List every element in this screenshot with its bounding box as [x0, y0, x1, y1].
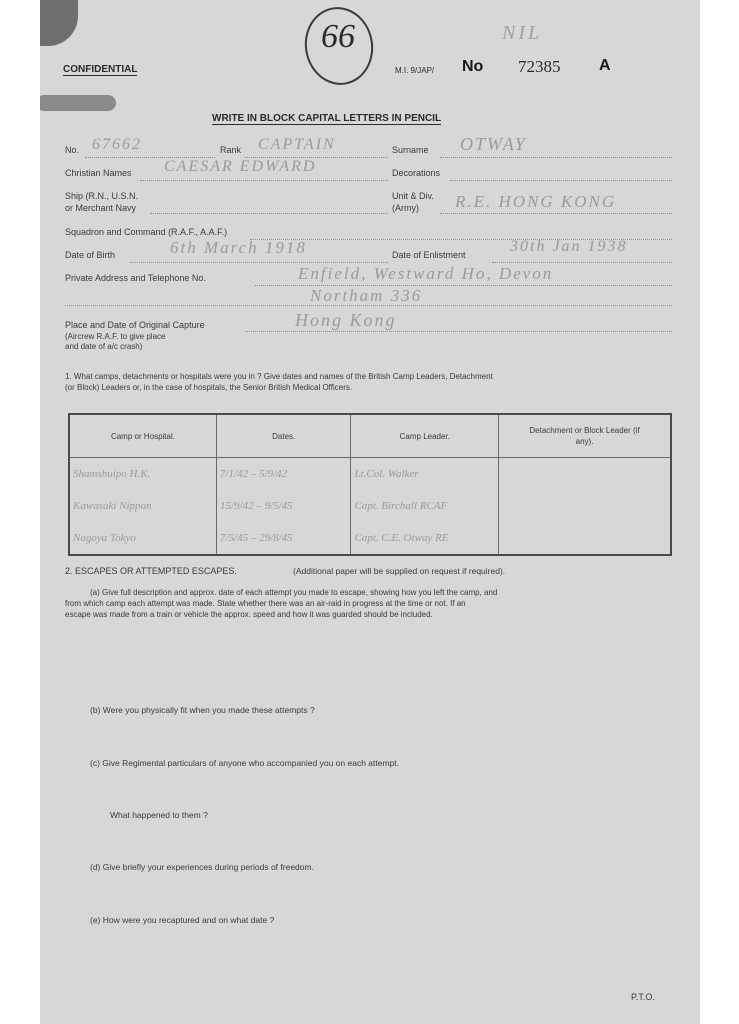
ship-label-2: or Merchant Navy	[65, 203, 137, 213]
decorations-line	[450, 180, 672, 181]
camp-cell: Nagoya Tokyo	[69, 522, 216, 555]
question-2c: (c) Give Regimental particulars of anyone who accompanied you on each attempt.	[90, 758, 399, 768]
document-number: 72385	[518, 57, 561, 76]
ship-line	[150, 213, 388, 214]
unit-line	[440, 213, 672, 214]
unit-label-2: (Army)	[392, 203, 419, 213]
unit-value: R.E. HONG KONG	[455, 192, 617, 211]
date-of-birth-value: 6th March 1918	[170, 238, 307, 257]
christian-names-label: Christian Names	[65, 168, 132, 178]
surname-value: OTWAY	[460, 134, 527, 154]
nil-note: NIL	[502, 22, 543, 44]
question-2a-line-3: escape was made from a train or vehicle the approx. speed and how it was guarded should be included.	[65, 610, 433, 619]
header-dates: Dates.	[216, 414, 351, 458]
dates-cell: 7/1/42 – 5/9/42	[216, 458, 351, 491]
block-leader-cell	[499, 458, 671, 491]
christian-names-line	[140, 180, 388, 181]
header-detachment-leader: Detachment or Block Leader (if any).	[499, 414, 671, 458]
number-symbol: No	[462, 58, 484, 75]
instruction-heading: WRITE IN BLOCK CAPITAL LETTERS IN PENCIL	[212, 113, 442, 124]
confidential-label: CONFIDENTIAL	[63, 64, 138, 75]
circled-number: 66	[321, 18, 355, 55]
decorations-label: Decorations	[392, 168, 441, 178]
camp-cell: Kawasaki Nippon	[69, 490, 216, 522]
dates-cell: 7/5/45 – 29/8/45	[216, 522, 351, 555]
camps-table-header	[69, 414, 671, 458]
ship-label-1: Ship (R.N., U.S.N.	[65, 191, 139, 201]
question-2d: (d) Give briefly your experiences during periods of freedom.	[90, 862, 314, 872]
mi-reference: M.I. 9/JAP/	[395, 66, 435, 75]
pto-label: P.T.O.	[631, 992, 655, 1002]
question-1-line-2: (or Block) Leaders or, in the case of hospitals, the Senior British Medical Officers.	[65, 383, 353, 392]
camp-leader-cell: Capt. C.E. Otway RE	[351, 522, 499, 555]
question-2a-line-1: (a) Give full description and approx. date of each attempt you made to escape, showing how you left the camp, and	[90, 588, 498, 597]
no-label: No.	[65, 145, 80, 155]
unit-label-1: Unit & Div.	[392, 191, 434, 201]
table-row	[69, 522, 671, 555]
camp-leader-cell: Capt. Birchall RCAF	[351, 490, 499, 522]
date-of-birth-line	[130, 262, 388, 263]
address-value-2: Northam 336	[310, 286, 423, 305]
date-of-birth-label: Date of Birth	[65, 250, 116, 260]
question-2-heading: 2. ESCAPES OR ATTEMPTED ESCAPES.	[65, 566, 237, 576]
question-2c-followup: What happened to them ?	[110, 810, 208, 820]
address-value-1: Enfield, Westward Ho, Devon	[298, 264, 554, 283]
rank-label: Rank	[220, 145, 242, 155]
table-row	[69, 490, 671, 522]
camps-table	[68, 413, 672, 556]
capture-line	[245, 331, 672, 332]
capture-value: Hong Kong	[295, 310, 397, 330]
question-2e: (e) How were you recaptured and on what date ?	[90, 915, 275, 925]
block-leader-cell	[499, 522, 671, 555]
address-label: Private Address and Telephone No.	[65, 273, 206, 283]
capture-label-3: and date of a/c crash)	[65, 342, 143, 351]
squadron-label: Squadron and Command (R.A.F., A.A.F.)	[65, 227, 228, 237]
dates-cell: 15/9/42 – 9/5/45	[216, 490, 351, 522]
block-leader-cell	[499, 490, 671, 522]
question-2b: (b) Were you physically fit when you made these attempts ?	[90, 705, 315, 715]
surname-label: Surname	[392, 145, 429, 155]
fastener-mark	[40, 0, 78, 46]
question-1-line-1: 1. What camps, detachments or hospitals were you in ? Give dates and names of the British Camp Leaders, Detachment	[65, 372, 493, 381]
surname-line	[440, 157, 672, 158]
question-2-note: (Additional paper will be supplied on request if required).	[293, 566, 506, 576]
header-camp-leader: Camp Leader.	[351, 414, 499, 458]
document-sheet	[40, 0, 700, 1024]
table-row	[69, 458, 671, 491]
enlistment-line	[492, 262, 672, 263]
treasury-tag-mark	[40, 95, 116, 111]
capture-label-2: (Aircrew R.A.F. to give place	[65, 332, 166, 341]
enlistment-label: Date of Enlistment	[392, 250, 466, 260]
camp-leader-cell: Lt.Col. Walker	[351, 458, 499, 491]
camp-cell: Shamshuipo H.K.	[69, 458, 216, 491]
question-2a-line-2: from which camp each attempt was made. State whether there was an air-raid in progress at the time or not. If an	[65, 599, 466, 608]
enlistment-value: 30th Jan 1938	[510, 238, 628, 255]
capture-label-1: Place and Date of Original Capture	[65, 320, 205, 330]
document-suffix: A	[599, 57, 611, 74]
christian-names-value: CAESAR EDWARD	[164, 158, 317, 175]
rank-value: CAPTAIN	[258, 136, 336, 153]
header-camp-or-hospital: Camp or Hospital.	[69, 414, 216, 458]
service-number: 67662	[92, 136, 142, 153]
